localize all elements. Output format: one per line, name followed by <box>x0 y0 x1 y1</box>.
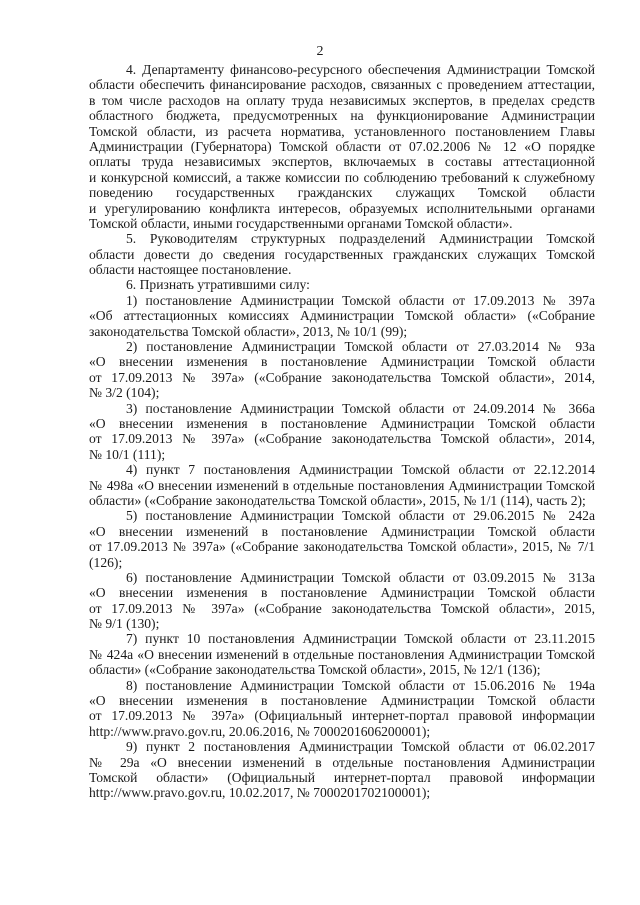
text-line: от 17.09.2013 № 397а» («Собрание законодательства Томской области», 2015, <box>89 600 595 616</box>
text-line: (126); <box>89 554 123 570</box>
text-line: области» («Собрание законодательства Томской области», 2015, № 12/1 (136); <box>89 662 541 678</box>
text-line: «О внесении изменения в постановление Администрации Томской области <box>89 693 595 709</box>
text-line: 6. Признать утратившими силу: <box>126 277 310 293</box>
text-line: Томской области, из расчета норматива, установленного постановлением Главы <box>89 123 595 139</box>
text-line: законодательства Томской области», 2013, № 10/1 (99); <box>89 323 408 339</box>
text-line: области настоящее постановление. <box>89 262 292 278</box>
text-line: и конкурсной комиссий, а также комиссии по соблюдению требований к служебному <box>89 169 595 185</box>
text-line: 7) пункт 10 постановления Администрации Томской области от 23.11.2015 <box>126 631 595 647</box>
text-line: 3) постановление Администрации Томской области от 24.09.2014 № 366а <box>126 400 595 416</box>
text-line: от 17.09.2013 № 397а» («Собрание законодательства Томской области», 2014, <box>89 369 595 385</box>
text-line: http://www.pravo.gov.ru, 10.02.2017, № 7000201702100001); <box>89 785 431 801</box>
text-line: Администрации (Губернатора) Томской области от 07.02.2006 № 12 «О порядке <box>89 138 595 154</box>
text-line: Томской области» (Официальный интернет-портал правовой информации <box>89 769 595 785</box>
document-body <box>89 62 595 801</box>
text-line: 5. Руководителям структурных подразделений Администрации Томской <box>126 231 595 247</box>
text-line: № 498а «О внесении изменений в отдельные постановления Администрации Томской <box>89 477 595 493</box>
text-line: поведению государственных гражданских служащих Томской области <box>89 185 595 201</box>
text-line: 1) постановление Администрации Томской области от 17.09.2013 № 397а <box>126 292 595 308</box>
text-line: 9) пункт 2 постановления Администрации Томской области от 06.02.2017 <box>126 739 595 755</box>
text-line: «О внесении изменений в постановление Администрации Томской области <box>89 523 595 539</box>
text-line: области довести до сведения государственных гражданских служащих Томской <box>89 246 595 262</box>
text-line: области» («Собрание законодательства Томской области», 2015, № 1/1 (114), часть 2); <box>89 492 586 508</box>
text-line: 6) постановление Администрации Томской области от 03.09.2015 № 313а <box>126 569 595 585</box>
text-line: http://www.pravo.gov.ru, 20.06.2016, № 7000201606200001); <box>89 723 431 739</box>
text-line: № 29а «О внесении изменений в отдельные постановления Администрации <box>89 754 595 770</box>
text-line: 4) пункт 7 постановления Администрации Томской области от 22.12.2014 <box>126 462 595 478</box>
text-line: области обеспечить финансирование расходов, связанных с проведением аттестации, <box>89 77 595 93</box>
text-line: 2) постановление Администрации Томской области от 27.03.2014 № 93а <box>126 339 595 355</box>
text-line: «О внесении изменения в постановление Администрации Томской области <box>89 354 595 370</box>
text-line: № 10/1 (111); <box>89 446 166 462</box>
text-line: Томской области, иными государственными органами Томской области». <box>89 215 513 231</box>
text-line: № 3/2 (104); <box>89 385 160 401</box>
text-line: областного бюджета, предусмотренных на функционирование Администрации <box>89 108 595 124</box>
text-line: «О внесении изменения в постановление Администрации Томской области <box>89 585 595 601</box>
text-line: 8) постановление Администрации Томской области от 15.06.2016 № 194а <box>126 677 595 693</box>
text-line: «Об аттестационных комиссиях Администрации Томской области» («Собрание <box>89 308 595 324</box>
text-line: от 17.09.2013 № 397а» (Официальный интернет-портал правовой информации <box>89 708 595 724</box>
page-number: 2 <box>316 44 324 59</box>
text-line: от 17.09.2013 № 397а» («Собрание законодательства Томской области», 2014, <box>89 431 595 447</box>
text-line: в том числе расходов на оплату труда независимых экспертов, в пределах средств <box>89 92 595 108</box>
text-line: № 9/1 (130); <box>89 616 160 632</box>
text-line: от 17.09.2013 № 397а» («Собрание законодательства Томской области», 2015, № 7/1 <box>89 539 595 555</box>
text-line: оплаты труда независимых экспертов, включаемых в составы аттестационной <box>89 154 595 170</box>
text-line: № 424а «О внесении изменений в отдельные постановления Администрации Томской <box>89 646 595 662</box>
text-line: 4. Департаменту финансово-ресурсного обеспечения Администрации Томской <box>126 62 595 77</box>
text-line: 5) постановление Администрации Томской области от 29.06.2015 № 242а <box>126 508 595 524</box>
text-line: «О внесении изменения в постановление Администрации Томской области <box>89 415 595 431</box>
text-line: и урегулированию конфликта интересов, образуемых исполнительными органами <box>89 200 595 216</box>
